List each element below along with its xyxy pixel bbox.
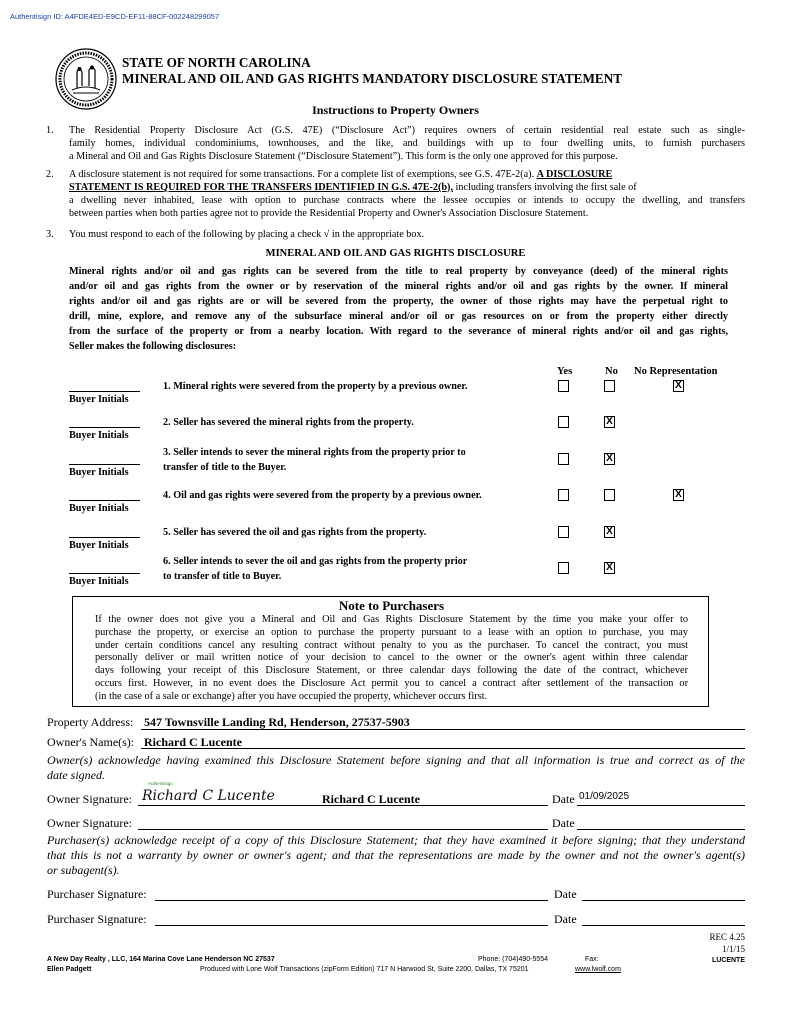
note-title: Note to Purchasers [338,598,445,613]
footer-url-link[interactable]: www.lwolf.com [575,966,621,973]
instruction-3: You must respond to each of the following by placing a check √ in the appropriate box. [69,229,425,240]
footer-company: A New Day Realty , LLC, 164 Marina Cove Lane Henderson NC 27537 [47,956,275,963]
purchaser-date-line[interactable] [582,900,745,901]
buyer-initials-label: Buyer Initials [69,576,129,587]
owner-date-line [577,805,745,806]
state-seal-icon [55,48,117,110]
checkbox-yes[interactable] [558,416,569,428]
buyer-initials-label: Buyer Initials [69,394,129,405]
buyer-initials-line[interactable] [69,500,140,501]
instruction-number: 1. [46,125,54,136]
owner-signature-2-label: Owner Signature: [47,816,132,830]
purchaser-signature-label: Purchaser Signature: [47,887,147,901]
checkbox-no[interactable] [604,380,615,392]
property-address-value[interactable]: 547 Townsville Landing Rd, Henderson, 27537-5903 [144,715,410,729]
form-title: MINERAL AND OIL AND GAS RIGHTS MANDATORY DISCLOSURE STATEMENT [122,71,623,86]
question-text: 6. Seller intends to sever the oil and gas rights from the property prior to transfer of title to Buyer. [163,556,468,582]
col-no-representation: No Representation [634,366,718,377]
checkbox-no[interactable]: X [604,416,615,428]
buyer-initials-label: Buyer Initials [69,467,129,478]
purchaser-2-date-line[interactable] [582,925,745,926]
instructions-heading: Instructions to Property Owners [312,103,479,117]
checkbox-no-rep[interactable]: X [673,489,684,501]
instruction-1: The Residential Property Disclosure Act (G.S. 47E) (“Disclosure Act”) requires owners of certain residential real estate such as single- family homes, individual condominiums, townhouses, and the like, and buildings with up to four dwelling units, to furnish purchasers a Mineral and Oil and Gas Rights Disclosure Statement (“Disclosure Statement”). This form is the only one approved for this purpose. [69,125,745,162]
form-header [122,55,622,87]
footer-phone: Phone: (704)490-5554 [478,956,549,963]
instruction-2: A disclosure statement is not required for some transactions. For a complete list of exemptions, see G.S. 47E-2(a). A DISCLOSURE STATEMENT IS REQUIRED FOR THE TRANSFERS IDENTIFIED IN G.S. 47E-2(b), including transfers involving the first sale of a dwelling never inhabited, lease with option to purchase contracts where the lessee occupies or intends to occupy the dwelling, and transfers between parties when both parties agree not to provide the Residential Property and Owner's Association Disclosure Statement. [69,169,745,219]
authentisign-tag: Authentisign [148,781,173,786]
buyer-initials-line[interactable] [69,427,140,428]
purchaser-acknowledgment: Purchaser(s) acknowledge receipt of a copy of this Disclosure Statement; that they have examined it before signing; that they understand that this is not a warranty by owner or owner's agent; and that the representations are made by the owner and not the owner's agent(s) or subagent(s). [47,833,745,877]
col-yes: Yes [557,366,573,377]
checkbox-no[interactable]: X [604,526,615,538]
buyer-initials-label: Buyer Initials [69,503,129,514]
purchaser-signature-2-line[interactable] [155,925,548,926]
owner-printed-name: Richard C Lucente [322,792,420,806]
question-text: 1. Mineral rights were severed from the property by a previous owner. [163,381,468,392]
note-body: If the owner does not give you a Mineral and Oil and Gas Rights Disclosure Statement by the time you make your offer to purchase the property, or exercise an option to purchase the property pursuant to a lease with an option to purchase, you may under certain conditions cancel any resulting contract without penalty to you as the purchaser. To cancel the contract, you must personally deliver or mail written notice of your decision to cancel to the owner or the owner's agent within three calendar days following your receipt of this Disclosure Statement, or three calendar days following the date of the contract, whichever occurs first. However, in no event does the Disclosure Act permit you to cancel a contract after settlement of the transaction or (in the case of a sale or exchange) after you have occupied the property, whichever occurs first. [95,614,688,702]
property-address-label: Property Address: [47,715,134,729]
checkbox-yes[interactable] [558,453,569,465]
owner-signature[interactable]: Richard C Lucente [142,788,275,804]
date-label: Date [552,816,575,830]
buyer-initials-line[interactable] [69,537,140,538]
owner-name-label: Owner's Name(s): [47,735,135,749]
buyer-initials-line[interactable] [69,573,140,574]
footer-fax: Fax: [585,956,599,963]
owner-2-date-line[interactable] [577,829,745,830]
instruction-number: 2. [46,169,54,180]
buyer-initials-label: Buyer Initials [69,430,129,441]
checkbox-yes[interactable] [558,562,569,574]
owner-signature-label: Owner Signature: [47,792,132,806]
owner-date-value[interactable]: 01/09/2025 [579,791,630,802]
checkbox-no[interactable] [604,489,615,501]
checkbox-yes[interactable] [558,380,569,392]
authentisign-id: Authentisign ID: A4FDE4ED-E9CD-EF11-88CF-002248299057 [10,12,220,21]
question-text: 2. Seller has severed the mineral rights from the property. [163,417,414,428]
question-text: 5. Seller has severed the oil and gas rights from the property. [163,527,427,538]
question-text: 4. Oil and gas rights were severed from the property by a previous owner. [163,490,482,501]
checkbox-yes[interactable] [558,489,569,501]
owner-acknowledgment: Owner(s) acknowledge having examined this Disclosure Statement before signing and that all information is true and correct as of the date signed. [47,753,745,782]
question-text: 3. Seller intends to sever the mineral rights from the property prior to transfer of title to the Buyer. [163,447,466,473]
checkbox-no[interactable]: X [604,562,615,574]
state-name: STATE OF NORTH CAROLINA [122,55,311,70]
purchaser-signature-2-label: Purchaser Signature: [47,912,147,926]
form-id: REC 4.25 1/1/15 LUCENTE [709,932,745,964]
disclosure-heading: MINERAL AND OIL AND GAS RIGHTS DISCLOSURE [265,248,526,259]
owner-name-value[interactable]: Richard C Lucente [144,735,242,749]
purchaser-signature-line[interactable] [155,900,548,901]
note-to-purchasers [72,596,709,707]
instruction-number: 3. [46,229,54,240]
date-label: Date [552,792,575,806]
date-label: Date [554,912,577,926]
checkbox-no-rep[interactable]: X [673,380,684,392]
date-label: Date [554,887,577,901]
checkbox-yes[interactable] [558,526,569,538]
checkbox-no[interactable]: X [604,453,615,465]
buyer-initials-label: Buyer Initials [69,540,129,551]
owner-signature-2-line[interactable] [138,829,548,830]
buyer-initials-line[interactable] [69,464,140,465]
buyer-initials-line[interactable] [69,391,140,392]
disclosure-paragraph: Mineral rights and/or oil and gas rights can be severed from the title to real property by conveyance (deed) of the mineral rights and/or oil and gas rights from the owner or by reservation of the mineral rights and/or oil and gas rights by the owner. If mineral rights and/or oil and gas rights are or will be severed from the property, the owner of those rights may have the perpetual right to drill, mine, explore, and remove any of the subsurface mineral and/or oil or gas resources on or from the property either directly from the surface of the property or from a nearby location. With regard to the severance of mineral rights and/or oil and gas rights, Seller makes the following disclosures: [69,266,728,352]
footer-produced: Produced with Lone Wolf Transactions (zipForm Edition) 717 N Harwood St, Suite 2200, Dallas, TX 75201 [200,966,529,973]
col-no: No [605,366,618,377]
footer-agent: Ellen Padgett [47,966,92,973]
